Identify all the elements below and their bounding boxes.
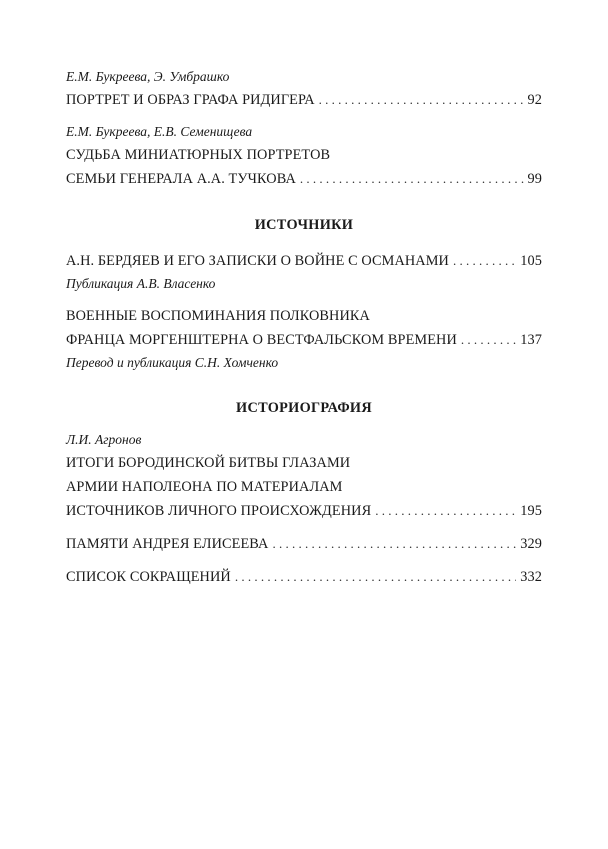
entry-title: А.Н. БЕРДЯЕВ И ЕГО ЗАПИСКИ О ВОЙНЕ С ОСМАНАМИ: [66, 253, 449, 269]
toc-entry[interactable]: [66, 249, 542, 273]
dot-leader: [296, 167, 524, 191]
entry-note: Публикация А.В. Власенко: [66, 276, 216, 291]
entry-author: Л.И. Агронов: [66, 432, 142, 447]
toc-entry[interactable]: [66, 328, 542, 352]
dot-leader: [315, 88, 524, 112]
dot-leader: [457, 328, 516, 352]
entry-title-line: АРМИИ НАПОЛЕОНА ПО МАТЕРИАЛАМ: [66, 479, 343, 495]
page-number: 105: [520, 253, 542, 269]
toc-entry[interactable]: [66, 565, 542, 589]
page-number: 99: [527, 171, 542, 187]
entry-title: СПИСОК СОКРАЩЕНИЙ: [66, 569, 231, 585]
entry-title-line: ИТОГИ БОРОДИНСКОЙ БИТВЫ ГЛАЗАМИ: [66, 455, 351, 471]
page-number: 195: [520, 503, 542, 519]
entry-title-line: ВОЕННЫЕ ВОСПОМИНАНИЯ ПОЛКОВНИКА: [66, 308, 370, 324]
toc-entry[interactable]: [66, 499, 542, 523]
entry-title: ИСТОЧНИКОВ ЛИЧНОГО ПРОИСХОЖДЕНИЯ: [66, 503, 372, 519]
page-number: 92: [527, 92, 542, 108]
toc-entry[interactable]: [66, 88, 542, 112]
entry-title: ФРАНЦА МОРГЕНШТЕРНА О ВЕСТФАЛЬСКОМ ВРЕМЕНИ: [66, 332, 457, 348]
dot-leader: [268, 532, 516, 556]
page-number: 329: [520, 536, 542, 552]
entry-title-line: СУДЬБА МИНИАТЮРНЫХ ПОРТРЕТОВ: [66, 147, 331, 163]
page-number: 137: [520, 332, 542, 348]
entry-title: ПОРТРЕТ И ОБРАЗ ГРАФА РИДИГЕРА: [66, 92, 315, 108]
entry-note: Перевод и публикация С.Н. Хомченко: [66, 355, 279, 370]
section-heading-sources: ИСТОЧНИКИ: [254, 217, 354, 233]
entry-author: Е.М. Букреева, Е.В. Семенищева: [66, 124, 253, 139]
table-of-contents: [66, 66, 542, 589]
section-heading-historiography: ИСТОРИОГРАФИЯ: [236, 400, 372, 416]
toc-entry[interactable]: [66, 532, 542, 556]
entry-author: Е.М. Букреева, Э. Умбрашко: [66, 69, 230, 84]
dot-leader: [371, 499, 516, 523]
toc-entry[interactable]: [66, 167, 542, 191]
dot-leader: [231, 565, 516, 589]
dot-leader: [449, 249, 516, 273]
entry-title: ПАМЯТИ АНДРЕЯ ЕЛИСЕЕВА: [66, 536, 269, 552]
entry-title: СЕМЬИ ГЕНЕРАЛА А.А. ТУЧКОВА: [66, 171, 296, 187]
page-number: 332: [520, 569, 542, 585]
